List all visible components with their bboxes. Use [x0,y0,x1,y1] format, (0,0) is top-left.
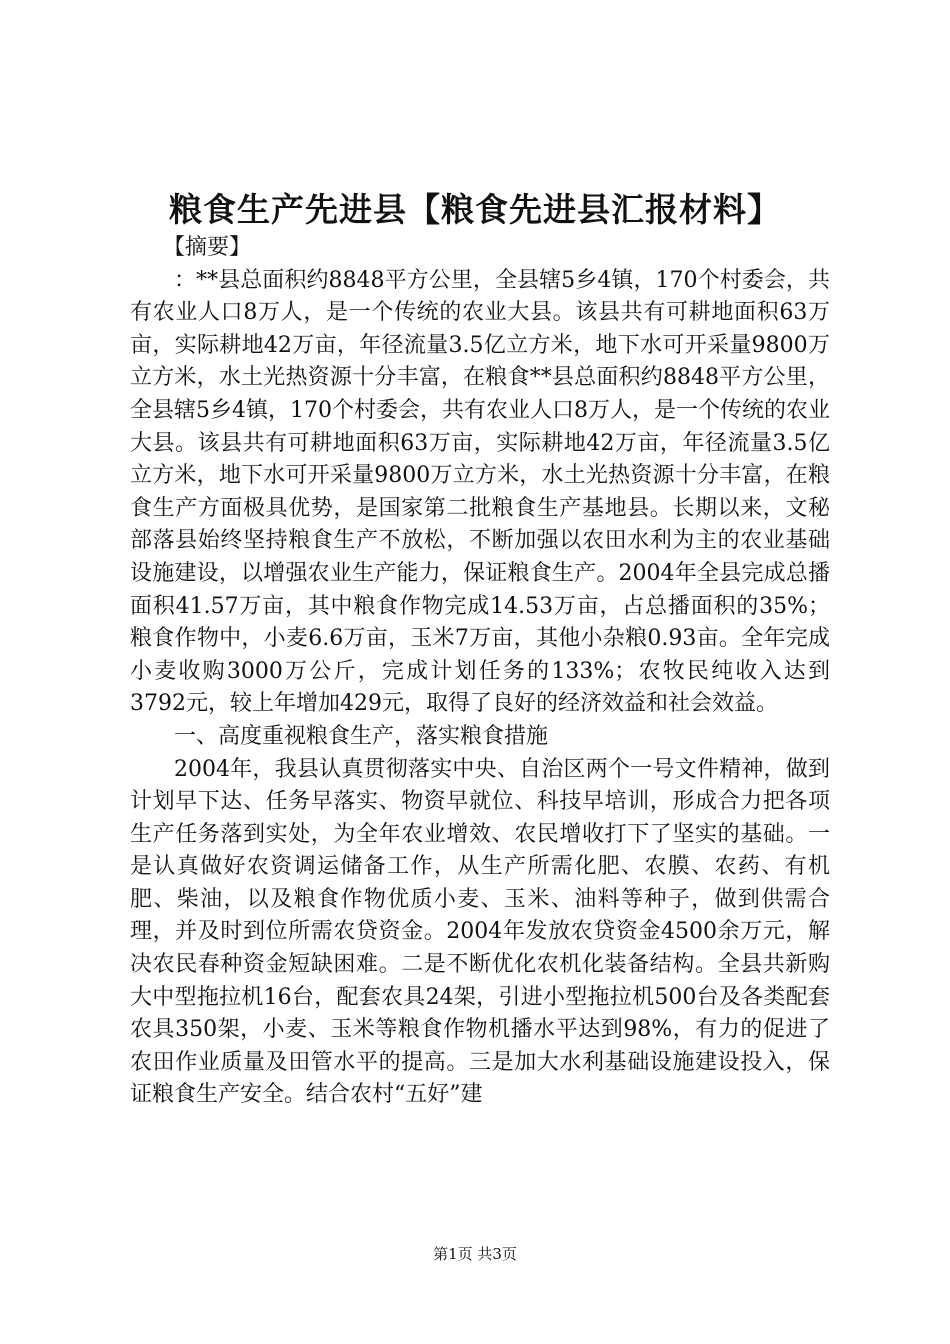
page-footer: 第1页 共3页 [433,1245,517,1263]
document-title: 粮食生产先进县【粮食先进县汇报材料】 [169,190,781,229]
document-body [130,232,830,1112]
section-heading: 一、高度重视粮食生产，落实粮食措施 [174,723,549,749]
abstract-label: 【摘要】 [163,235,252,260]
section-paragraph: 2004年，我县认真贯彻落实中央、自治区两个一号文件精神，做到计划早下达、任务早落实、物资早就位、科技早培训，形成合力把各项生产任务落到实处，为全年农业增效、农民增收打下了坚实的基础。一是认真做好农资调运储备工作，从生产所需化肥、农膜、农药、有机肥、柴油，以及粮食作物优质小麦、玉米、油料等种子，做到供需合理，并及时到位所需农贷资金。2004年发放农贷资金4500余万元，解决农民春种资金短缺困难。二是不断优化农机化装备结构。全县共新购大中型拖拉机16台，配套农具24架，引进小型拖拉机500台及各类配套农具350架，小麦、玉米等粮食作物机播水平达到98%，有力的促进了农田作业质量及田管水平的提高。三是加大水利基础设施建设投入，保证粮食生产安全。结合农村“五好”建 [130,756,830,1108]
abstract-paragraph: ：**县总面积约8848平方公里，全县辖5乡4镇，170个村委会，共有农业人口8万人，是一个传统的农业大县。该县共有可耕地面积63万亩，实际耕地42万亩，年径流量3.5亿立方米，地下水可开采量9800万立方米，水土光热资源十分丰富，在粮食**县总面积约8848平方公里，全县辖5乡4镇，170个村委会，共有农业人口8万人，是一个传统的农业大县。该县共有可耕地面积63万亩，实际耕地42万亩，年径流量3.5亿立方米，地下水可开采量9800万立方米，水土光热资源十分丰富，在粮食生产方面极具优势，是国家第二批粮食生产基地县。长期以来，文秘部落县始终坚持粮食生产不放松，不断加强以农田水利为主的农业基础设施建设，以增强农业生产能力，保证粮食生产。2004年全县完成总播面积41.57万亩，其中粮食作物完成14.53万亩，占总播面积的35%；粮食作物中，小麦6.6万亩，玉米7万亩，其他小杂粮0.93亩。全年完成小麦收购3000万公斤，完成计划任务的133%；农牧民纯收入达到3792元，较上年增加429元，取得了良好的经济效益和社会效益。 [130,267,830,717]
